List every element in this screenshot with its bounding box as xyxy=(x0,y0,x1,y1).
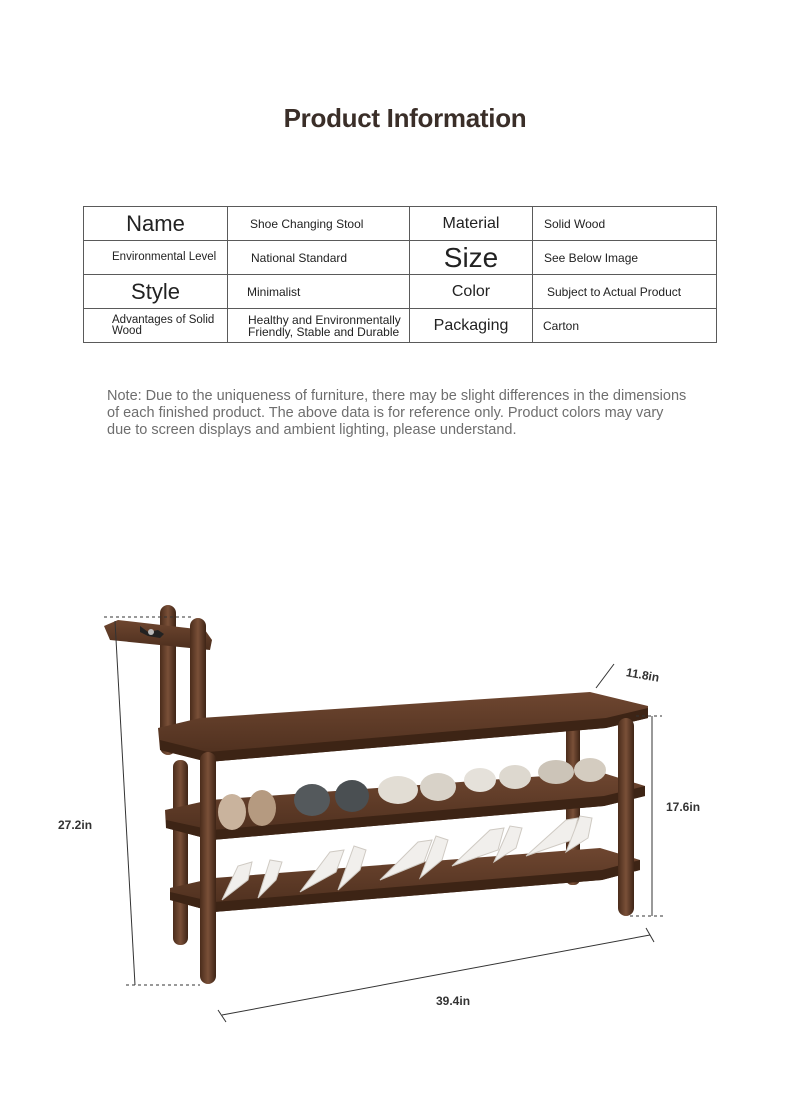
value-packaging: Carton xyxy=(533,309,717,343)
value-advantages: Healthy and Environmentally Friendly, Stable and Durable xyxy=(228,309,410,343)
page-title: Product Information xyxy=(283,103,527,133)
table-row xyxy=(84,309,717,343)
value-size: See Below Image xyxy=(533,241,717,275)
value-style: Minimalist xyxy=(228,275,410,309)
key-size: Size xyxy=(410,241,533,275)
front-leg-left xyxy=(200,752,216,984)
product-info-table xyxy=(83,206,717,343)
key-material: Material xyxy=(410,207,533,241)
key-packaging: Packaging xyxy=(410,309,533,343)
key-style: Style xyxy=(84,275,228,309)
table-row xyxy=(84,275,717,309)
note-text: Note: Due to the uniqueness of furniture, there may be slight differences in the dimensions of each finished product. The above data is for reference only. Product colors may vary due to screen displays and ambient lighting, please understand. xyxy=(107,388,687,438)
table-row xyxy=(84,241,717,275)
value-color: Subject to Actual Product xyxy=(533,275,717,309)
value-environmental-level: National Standard xyxy=(228,241,410,275)
key-name: Name xyxy=(84,207,228,241)
table-row xyxy=(84,207,717,241)
dimension-depth: 11.8in xyxy=(625,665,661,685)
value-material: Solid Wood xyxy=(533,207,717,241)
value-name: Shoe Changing Stool xyxy=(228,207,410,241)
key-environmental-level: Environmental Level xyxy=(84,241,228,275)
dimension-bench-height: 17.6in xyxy=(666,800,701,814)
key-advantages: Advantages of Solid Wood xyxy=(84,309,228,343)
front-leg-right xyxy=(618,718,634,916)
key-ring-icon xyxy=(148,629,154,635)
key-color: Color xyxy=(410,275,533,309)
back-leg-left xyxy=(173,760,188,945)
dimension-width: 39.4in xyxy=(436,994,471,1008)
dimension-total-height: 27.2in xyxy=(58,818,93,832)
